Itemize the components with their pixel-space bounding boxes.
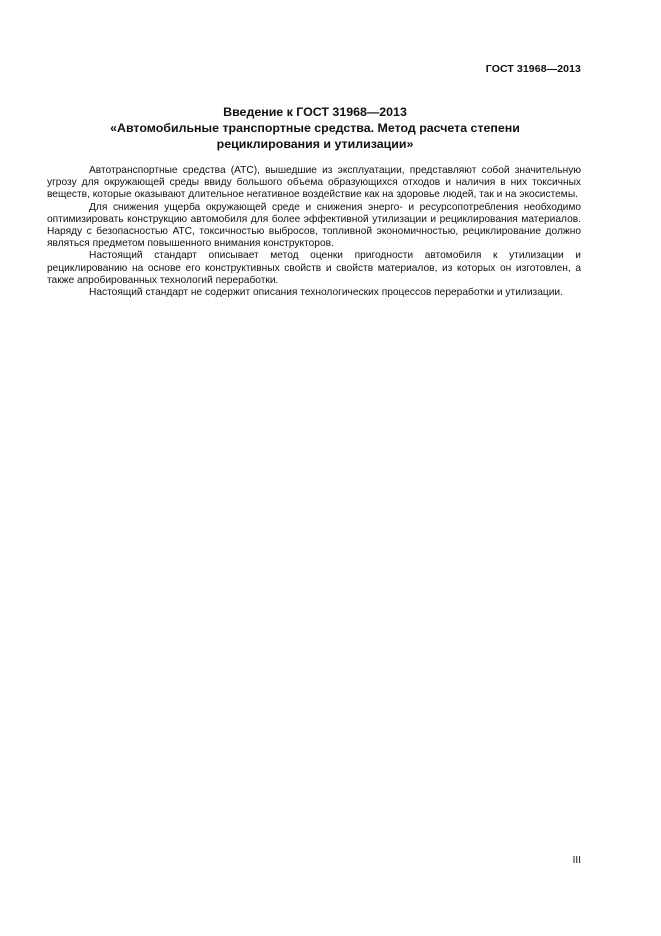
paragraph-1: Автотранспортные средства (АТС), вышедшие из эксплуатации, представляют собой значительную угрозу для окружающей среды ввиду большого объема образующихся отходов и наличия в них токсичных веществ, которые оказывают длительное негативное воздействие как на здоровье людей, так и на экосистемы. bbox=[47, 165, 581, 201]
document-code: ГОСТ 31968—2013 bbox=[485, 63, 581, 75]
paragraph-4: Настоящий стандарт не содержит описания технологических процессов переработки и утилизации. bbox=[89, 287, 563, 299]
document-title bbox=[60, 104, 570, 152]
title-line-2: «Автомобильные транспортные средства. Метод расчета степени bbox=[110, 121, 520, 135]
title-line-3: рециклирования и утилизации» bbox=[216, 137, 414, 151]
paragraph-3: Настоящий стандарт описывает метод оценки пригодности автомобиля к утилизации и рециклированию на основе его конструктивных свойств и свойств материалов, из которых он изготовлен, а также апробированных технологий переработки. bbox=[47, 250, 581, 286]
paragraph-2: Для снижения ущерба окружающей среде и снижения энерго- и ресурсопотребления необходимо оптимизировать конструкцию автомобиля для более эффективной утилизации и рециклирования материалов. Наряду с безопасностью АТС, токсичностью выбросов, топливной экономичностью, рециклирование должно являться предметом повышенного внимания конструкторов. bbox=[47, 201, 581, 250]
introduction-body bbox=[47, 165, 581, 299]
title-line-1: Введение к ГОСТ 31968—2013 bbox=[223, 105, 407, 119]
page-number: III bbox=[572, 855, 581, 866]
